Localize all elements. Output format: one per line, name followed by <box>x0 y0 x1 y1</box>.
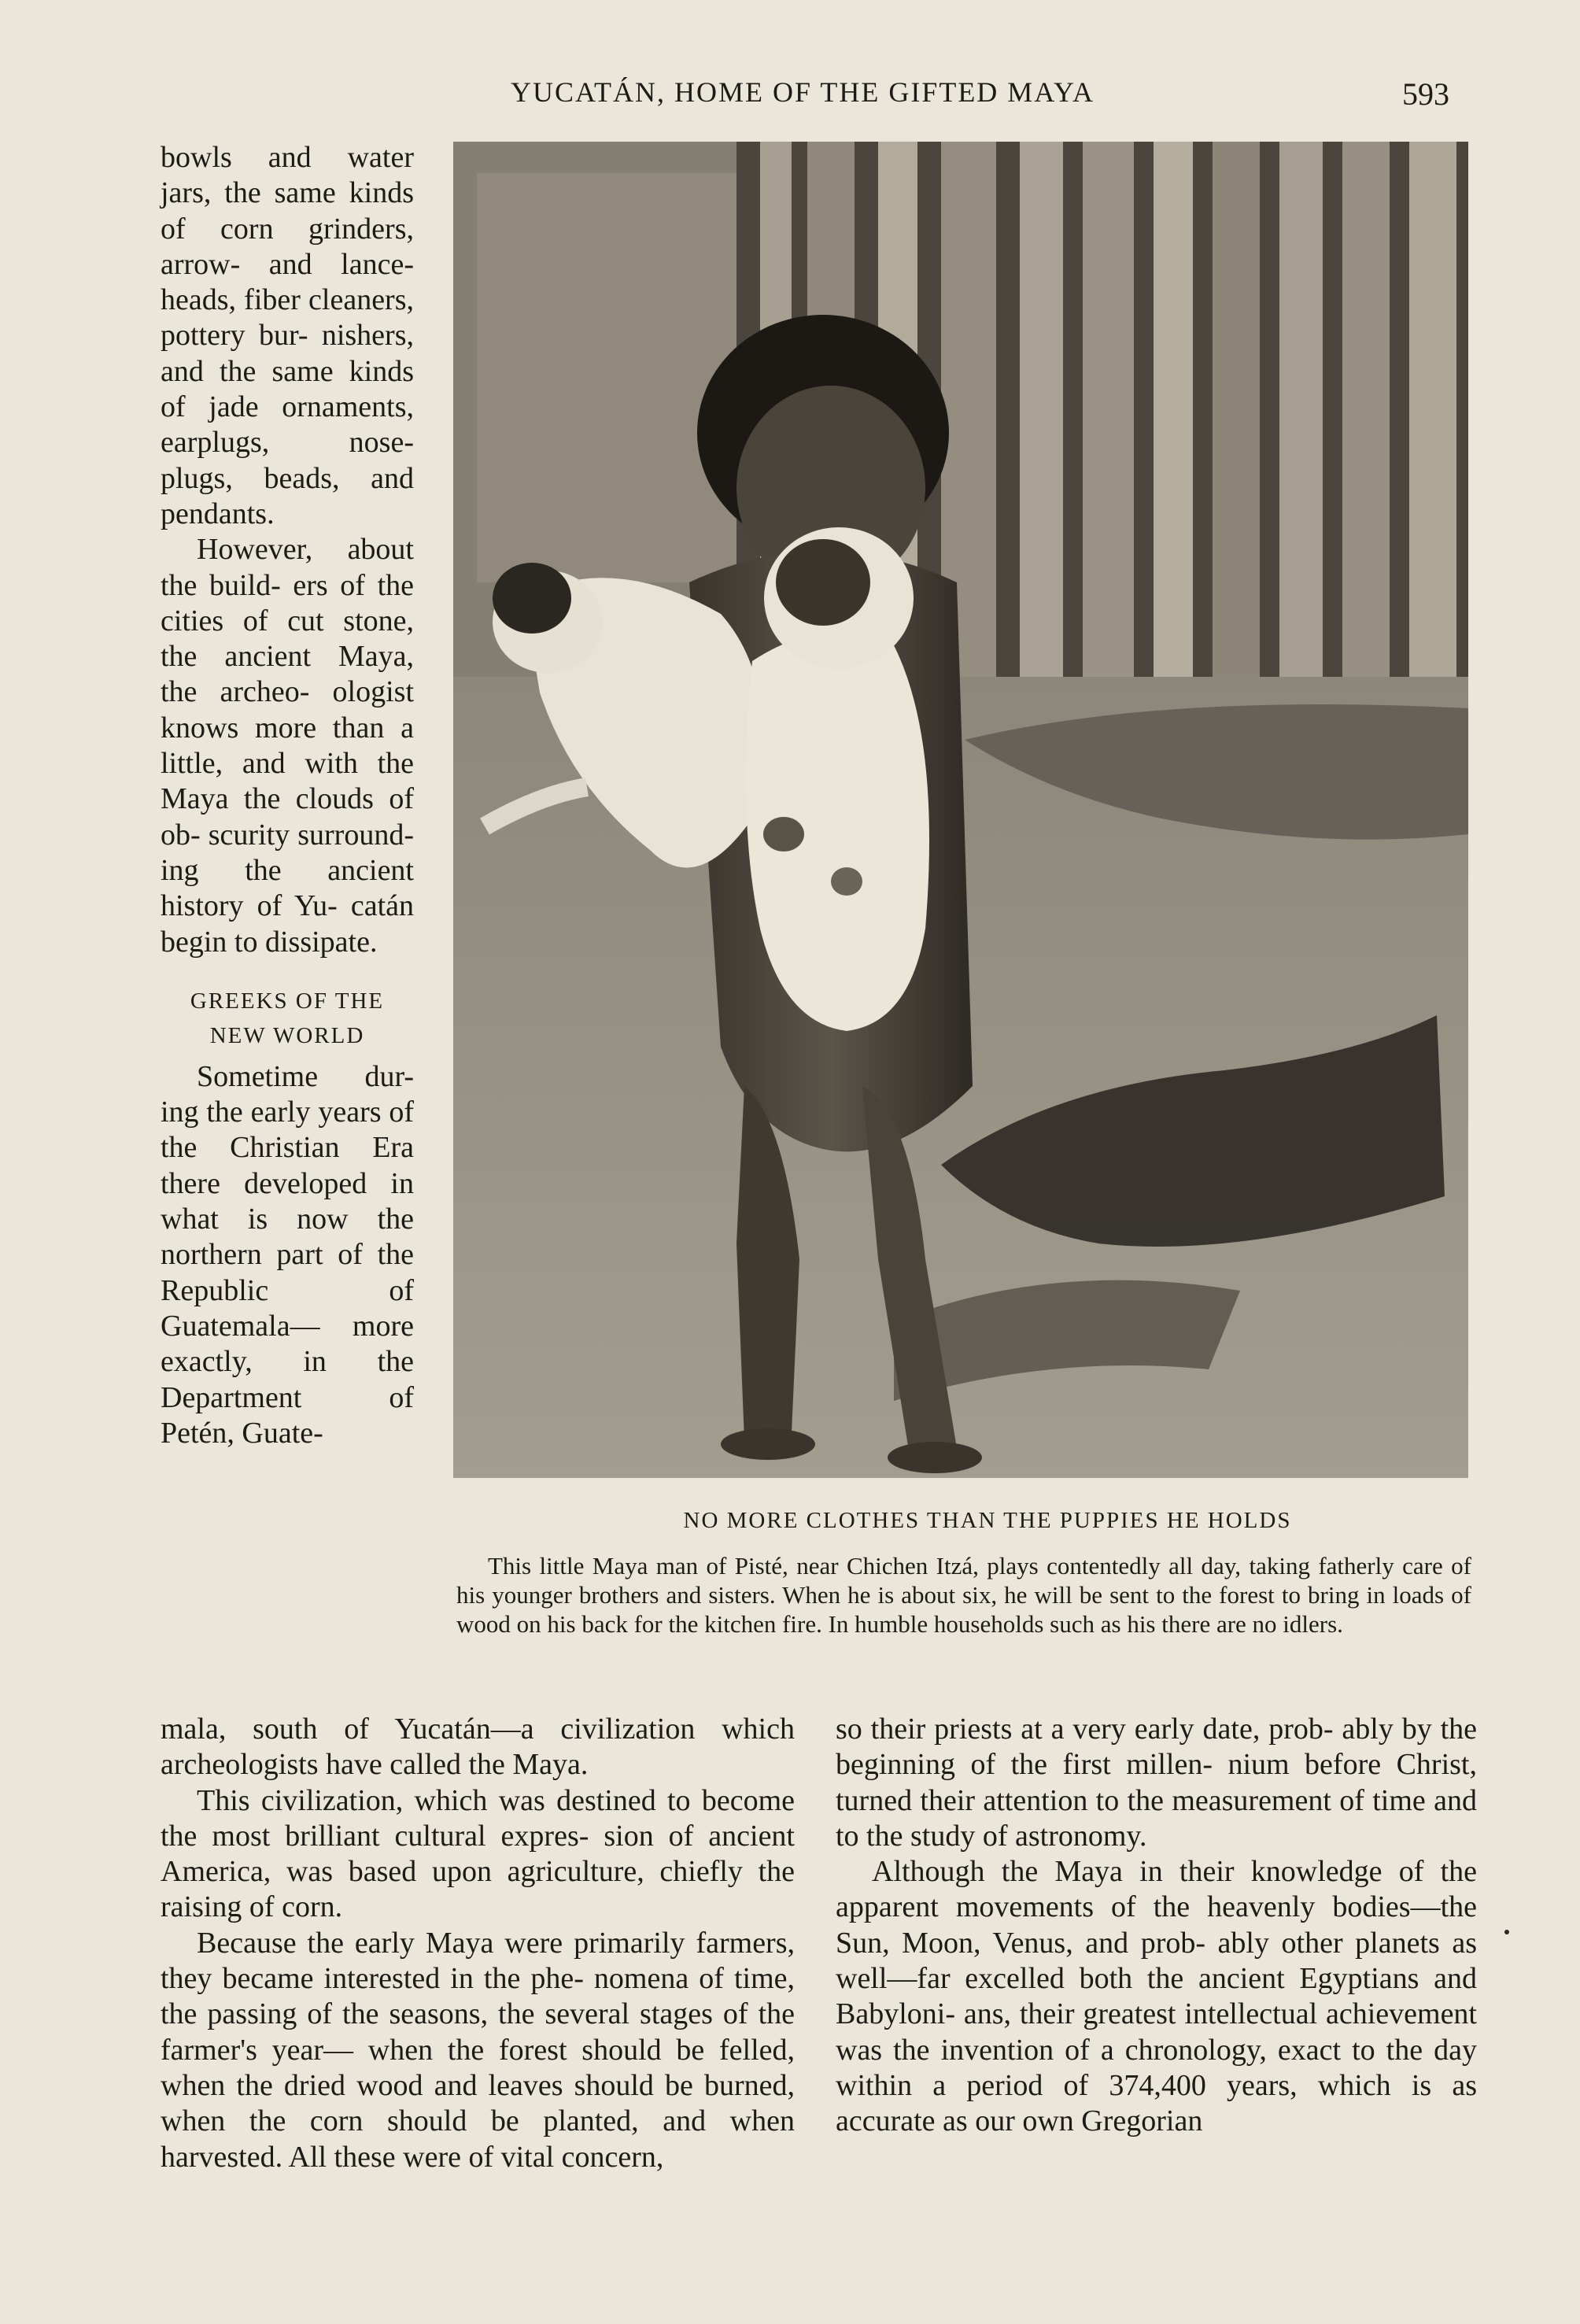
body-column-right <box>836 1712 1477 2140</box>
photo-illustration <box>453 142 1468 1478</box>
right-paragraph-2: Although the Maya in their knowledge of the apparent movements of the heavenly bodies—the Sun, Moon, Venus, and prob- ably other planets as well—far excelled both the ancient Egyptians and Babyloni- ans, their greatest intellectual achievement was the invention of a chronology, exact to the day within a period of 374,400 years, which is as accurate as our own Gregorian <box>836 1855 1477 2138</box>
right-paragraph-continued: so their priests at a very early date, prob- ably by the beginning of the first millen- nium before Christ, turned their attention to the measurement of time and to the study of astronomy. <box>836 1713 1477 1853</box>
puppy-right <box>746 527 929 1031</box>
left-paragraph-continued: mala, south of Yucatán—a civilization which archeologists have called the Maya. <box>161 1713 795 1782</box>
photograph-boy-with-puppies <box>453 142 1468 1478</box>
photo-caption <box>456 1508 1471 1639</box>
subhead-line-1: GREEKS OF THE <box>190 988 385 1014</box>
subhead-line-2: NEW WORLD <box>209 1022 365 1048</box>
section-subhead <box>161 984 414 1053</box>
side-paragraph-3: Sometime dur- ing the early years of the Christian Era there developed in what is now the northern part of the Republic of Guatemala— more exactly, in the Department of Petén, Guate- <box>161 1059 414 1450</box>
running-title: YUCATÁN, HOME OF THE GIFTED MAYA <box>510 76 1095 108</box>
left-paragraph-3: Because the early Maya were primarily farmers, they became interested in the phe- nomena of time, the passing of the seasons, the several stages of the farmer's year— when the forest should be felled, when the dried wood and leaves should be burned, when the corn should be planted, and when harvested. All these were of vital concern, <box>161 1926 795 2174</box>
side-paragraph-2: However, about the build- ers of the cities of cut stone, the ancient Maya, the archeo- ologist knows more than a little, and with the Maya the clouds of ob- scurity surround- ing the ancient history of Yu- catán begin to dissipate. <box>161 533 414 959</box>
left-paragraph-2: This civilization, which was destined to become the most brilliant cultural expres- sion of ancient America, was based upon agriculture, chiefly the raising of corn. <box>161 1783 795 1924</box>
body-column-left <box>161 1712 795 2175</box>
caption-title: NO MORE CLOTHES THAN THE PUPPIES HE HOLDS <box>683 1508 1292 1533</box>
page-number: 593 <box>1402 76 1449 112</box>
caption-body: This little Maya man of Pisté, near Chichen Itzá, plays contentedly all day, taking fatherly care of his younger brothers and sisters. When he is about six, he will be sent to the forest to bring in loads of wood on his back for the kitchen fire. In humble households such as his there are no idlers. <box>456 1552 1471 1638</box>
side-paragraph-1: bowls and water jars, the same kinds of corn grinders, arrow- and lance-heads, fiber cleaners, pottery bur- nishers, and the same kinds of jade ornaments, earplugs, nose- plugs, beads, and pendants. <box>161 141 414 530</box>
side-column <box>161 140 414 1451</box>
print-speck <box>1504 1930 1509 1934</box>
